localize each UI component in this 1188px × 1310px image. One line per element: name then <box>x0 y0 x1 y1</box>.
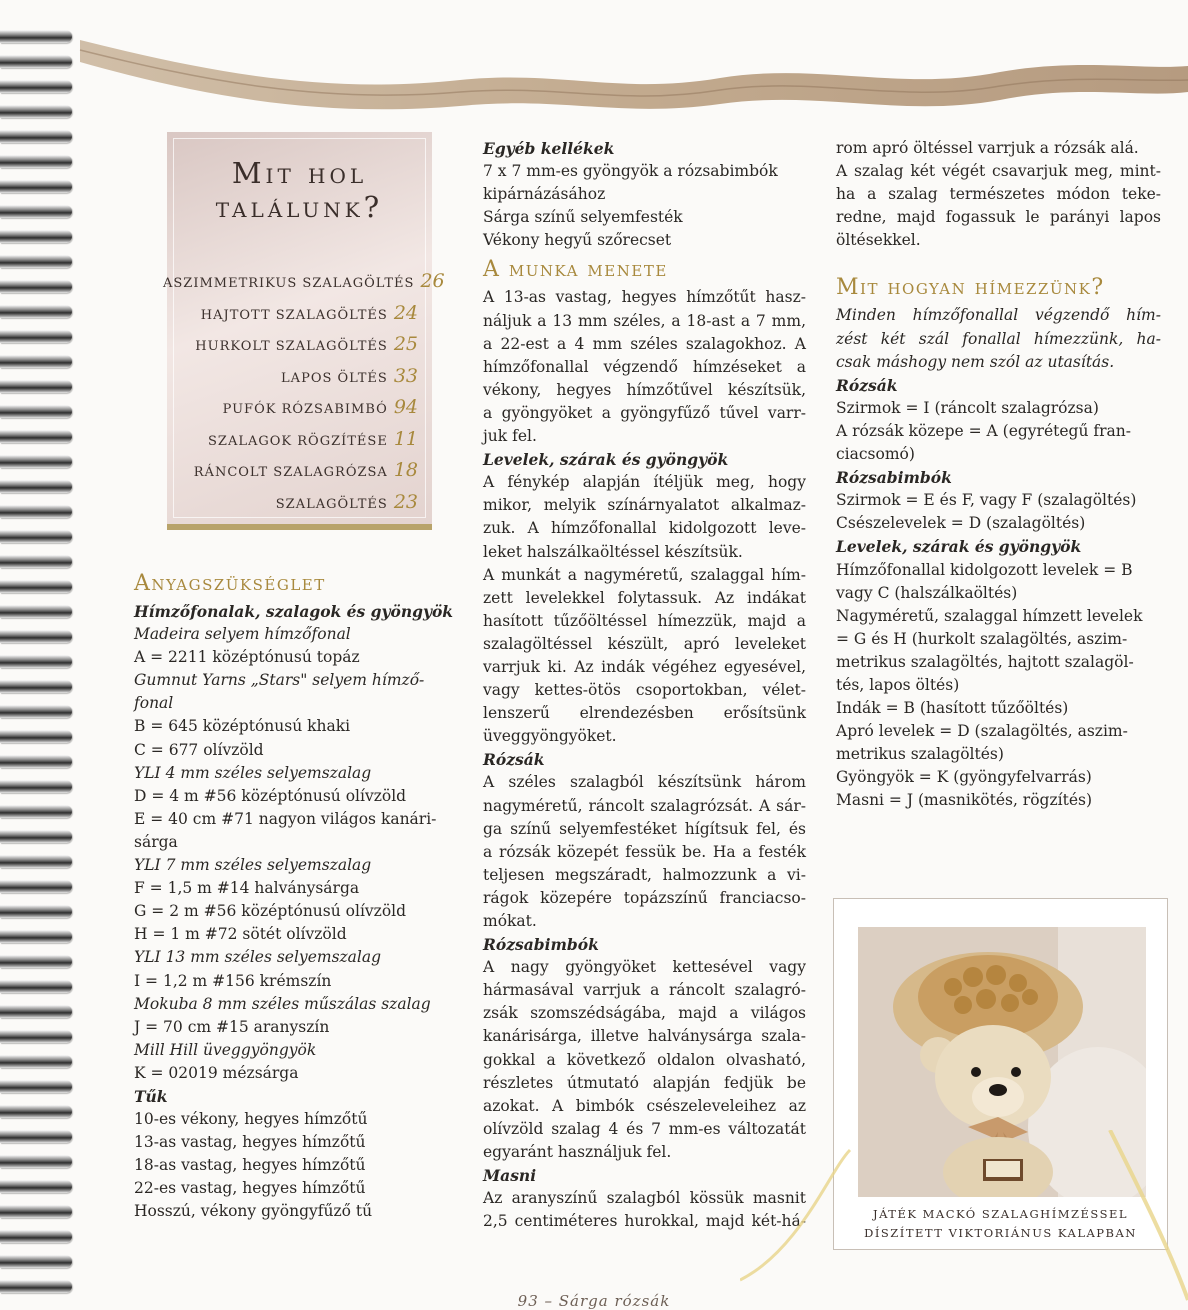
subheading: Masni <box>483 1166 537 1186</box>
text-line: kanárisárga, illetve halványsárga szala- <box>483 1027 806 1046</box>
text-line: Minden hímzőfonallal végzendő hím- <box>836 306 1161 325</box>
spiral-loop <box>0 130 72 143</box>
spiral-loop <box>0 180 72 193</box>
spiral-loop <box>0 905 72 918</box>
text-line: ha a szalag természetes módon teke- <box>836 185 1161 204</box>
text-line: C = 677 olívzöld <box>134 740 264 759</box>
text-line: 22-es vastag, hegyes hímzőtű <box>134 1179 366 1198</box>
page-footer: 93 – Sárga rózsák <box>517 1292 671 1310</box>
spiral-loop <box>0 755 72 768</box>
text-line: rom apró öltéssel varrjuk a rózsák alá. <box>836 139 1139 157</box>
contents-item: SZALAGOK RÖGZÍTÉSE 11 <box>208 427 418 450</box>
text-line: 2,5 centiméteres hurokkal, majd két-há- <box>483 1212 806 1231</box>
text-line: sárga <box>134 832 178 851</box>
spiral-loop <box>0 255 72 268</box>
spiral-loop <box>0 480 72 493</box>
text-line: vagy C (halszálkaöltés) <box>836 583 1018 602</box>
text-line: metrikus szalagöltés) <box>836 745 1004 764</box>
text-line: A = 2211 középtónusú topáz <box>134 648 360 667</box>
text-line: 10-es vékony, hegyes hímzőtű <box>134 1110 368 1129</box>
caption-line1: JÁTÉK MACKÓ SZALAGHÍMZÉSSEL <box>873 1207 1128 1221</box>
process-heading: A munka menete <box>483 257 668 283</box>
contents-list <box>163 266 445 518</box>
text-line: Csészelevelek = D (szalagöltés) <box>836 514 1086 533</box>
spiral-loop <box>0 955 72 968</box>
text-line: nagyméretű, ráncolt szalagrózsát. A sár- <box>483 796 806 815</box>
spiral-loop <box>0 655 72 668</box>
spiral-loop <box>0 1005 72 1018</box>
spiral-loop <box>0 155 72 168</box>
spiral-loop <box>0 230 72 243</box>
text-line: zett levelekkel folytassuk. Az indákat <box>483 588 806 607</box>
text-line: a rózsák közepét fessük be. Ha a festék <box>483 842 806 861</box>
spiral-loop <box>0 805 72 818</box>
text-line: 13-as vastag, hegyes hímzőtű <box>134 1133 366 1152</box>
text-line: hasított tűzőöltéssel hímezzük, majd a <box>483 611 806 630</box>
text-line: E = 40 cm #71 nagyon világos kanári- <box>134 809 437 828</box>
subheading: Rózsák <box>483 750 545 770</box>
text-line: fonal <box>134 694 174 713</box>
text-line: Az aranyszínű szalagból kössük masnit <box>483 1189 806 1208</box>
decorative-ribbon <box>0 0 1188 120</box>
materials-heading: Anyagszükséglet <box>134 571 326 596</box>
text-line: D = 4 m #56 középtónusú olívzöld <box>134 786 407 805</box>
text-line: A fénykép alapján ítéljük meg, hogy <box>483 473 806 492</box>
spiral-loop <box>0 1105 72 1118</box>
text-line: redne, majd fogassuk le parányi lapos <box>836 208 1161 227</box>
text-line: ga színű selyemfestéket hígítsuk fel, és <box>483 819 806 838</box>
spiral-loop <box>0 280 72 293</box>
text-line: YLI 7 mm széles selyemszalag <box>134 856 372 875</box>
contents-item: RÁNCOLT SZALAGRÓZSA 18 <box>193 459 418 481</box>
contents-item: LAPOS ÖLTÉS 33 <box>281 364 418 387</box>
text-line: leket halszálkaöltéssel készítsük. <box>483 542 743 561</box>
text-line: H = 1 m #72 sötét olívzöld <box>134 925 347 944</box>
text-line: Gyöngyök = K (gyöngyfelvarrás) <box>836 768 1092 787</box>
contents-item: HAJTOTT SZALAGÖLTÉS 24 <box>200 301 418 324</box>
text-line: kipárnázásához <box>483 185 606 204</box>
spiral-loop <box>0 980 72 993</box>
text-line: A rózsák közepe = A (egyrétegű fran- <box>836 421 1131 440</box>
text-line: 7 x 7 mm-es gyöngyök a rózsabimbók <box>483 162 778 181</box>
spiral-loop <box>0 780 72 793</box>
spiral-loop <box>0 680 72 693</box>
text-line: B = 645 középtónusú khaki <box>134 717 351 736</box>
spiral-loop <box>0 730 72 743</box>
text-line: náljuk a 13 mm széles, a 18-ast a 7 mm, <box>483 311 806 330</box>
text-line: Mill Hill üveggyöngyök <box>134 1040 317 1059</box>
text-line: Apró levelek = D (szalagöltés, aszim- <box>836 722 1128 741</box>
spiral-loop <box>0 1205 72 1218</box>
how-to-heading: Mit hogyan hímezzünk? <box>836 275 1105 301</box>
text-line: rágok közepére topázszínű franciacso- <box>483 888 806 907</box>
text-line: Szirmok = I (ráncolt szalagrózsa) <box>836 398 1099 417</box>
text-line: Vékony hegyű szőrecset <box>483 231 672 250</box>
spiral-loop <box>0 1080 72 1093</box>
text-line: vékony, hegyes hímzőtűvel készítsük, <box>483 380 806 399</box>
text-line: Nagyméretű, szalaggal hímzett levelek <box>836 606 1143 625</box>
text-line: mikor, melyik színárnyalatot alkalmaz- <box>483 496 806 515</box>
spiral-loop <box>0 505 72 518</box>
text-line: Hímzőfonallal kidolgozott levelek = B <box>836 560 1133 579</box>
text-line: Indák = B (hasított tűzőöltés) <box>836 699 1069 718</box>
text-line: Masni = J (masnikötés, rögzítés) <box>836 791 1092 810</box>
spiral-loop <box>0 430 72 443</box>
contents-title-line2: találunk? <box>215 190 384 224</box>
text-line: Szirmok = E és F, vagy F (szalagöltés) <box>836 491 1137 510</box>
text-line: egyaránt használjuk fel. <box>483 1142 672 1161</box>
contents-title <box>167 156 432 224</box>
text-line: a 22-est a 4 mm széles szalagokhoz. A <box>483 334 806 353</box>
gold-ribbon <box>740 1130 1188 1310</box>
text-line: részletes útmutató alapján fedjük be <box>483 1073 806 1092</box>
text-line: zuk. A hímzőfonallal kidolgozott leve- <box>483 519 806 538</box>
text-line: Gumnut Yarns „Stars" selyem hímző- <box>134 671 425 690</box>
text-line: G = 2 m #56 középtónusú olívzöld <box>134 902 407 921</box>
text-line: J = 70 cm #15 aranyszín <box>134 1017 330 1036</box>
contents-item: ASZIMMETRIKUS SZALAGÖLTÉS 26 <box>163 270 445 292</box>
text-line: a gyöngyöket a gyöngyfűző tűvel varr- <box>483 403 806 422</box>
spiral-loop <box>0 1255 72 1268</box>
contents-item: HURKOLT SZALAGÖLTÉS 25 <box>195 333 418 355</box>
spiral-loop <box>0 530 72 543</box>
text-line: tés, lapos öltés) <box>836 675 960 694</box>
text-line: A munkát a nagyméretű, szalaggal hím- <box>483 565 806 584</box>
text-line: üveggyöngyöket. <box>483 727 617 746</box>
text-line: YLI 13 mm széles selyemszalag <box>134 948 382 967</box>
spiral-loop <box>0 330 72 343</box>
text-line: 18-as vastag, hegyes hímzőtű <box>134 1156 366 1175</box>
how-to-column <box>836 137 1161 813</box>
materials-column <box>134 568 454 1224</box>
spiral-loop <box>0 1155 72 1168</box>
spiral-loop <box>0 880 72 893</box>
spiral-loop <box>0 580 72 593</box>
caption-line2: DÍSZÍTETT VIKTORIÁNUS KALAPBAN <box>864 1226 1137 1240</box>
spiral-loop <box>0 630 72 643</box>
text-line: varrjuk ki. Az indák végéhez egyesével, <box>483 657 806 676</box>
spiral-loop <box>0 1180 72 1193</box>
text-line: azokat. A bimbók csészeleveleihez az <box>483 1096 806 1115</box>
spiral-loop <box>0 355 72 368</box>
spiral-loop <box>0 1230 72 1243</box>
text-line: hímzőfonallal végzendő hímzéseket a <box>483 357 806 376</box>
text-line: zést két szál fonallal hímezzünk, ha- <box>836 329 1161 348</box>
text-line: Mokuba 8 mm széles műszálas szalag <box>134 994 431 1013</box>
text-line: = G és H (hurkolt szalagöltés, aszim- <box>836 629 1128 648</box>
spiral-loop <box>0 1030 72 1043</box>
text-line: A szalag két végét csavarjuk meg, mint- <box>836 162 1161 181</box>
subheading: Rózsabimbók <box>483 935 599 955</box>
text-line: öltésekkel. <box>836 231 921 250</box>
text-line: hármasával varrjuk a ráncolt szalagró- <box>483 981 806 1000</box>
subheading: Levelek, szárak és gyöngyök <box>483 450 729 470</box>
spiral-loop <box>0 405 72 418</box>
spiral-loop <box>0 205 72 218</box>
spiral-loop <box>0 830 72 843</box>
spiral-loop <box>0 380 72 393</box>
instructions-column <box>483 137 806 1233</box>
spiral-loop <box>0 305 72 318</box>
text-line: mókat. <box>483 912 537 930</box>
text-line: gokkal a következő oldalon olvasható, <box>483 1050 806 1069</box>
contents-title-line1: Mit hol <box>231 156 368 190</box>
subheading: Rózsák <box>836 375 898 395</box>
text-line: lenszerű elrendezésben erősítsünk <box>483 704 806 723</box>
text-line: A széles szalagból készítsünk három <box>483 773 806 792</box>
text-line: K = 02019 mézsárga <box>134 1063 299 1082</box>
subheading: Hímzőfonalak, szalagok és gyöngyök <box>134 602 454 621</box>
text-line: teljesen megszáradt, halmozzunk a vi- <box>483 865 806 884</box>
text-line: A 13-as vastag, hegyes hímzőtűt hasz- <box>483 288 806 307</box>
subheading: Rózsabimbók <box>836 468 952 488</box>
spiral-loop <box>0 705 72 718</box>
text-line: szalagöltéssel készült, apró leveleket <box>483 634 806 653</box>
spiral-binding <box>0 0 78 1310</box>
text-line: YLI 4 mm széles selyemszalag <box>134 763 372 782</box>
text-line: csak máshogy nem szól az utasítás. <box>836 352 1115 371</box>
text-line: Madeira selyem hímzőfonal <box>134 625 351 644</box>
text-line: zsák szomszédságába, majd a világos <box>483 1004 806 1023</box>
text-line: juk fel. <box>483 427 537 446</box>
spiral-loop <box>0 455 72 468</box>
subheading: Levelek, szárak és gyöngyök <box>836 537 1082 557</box>
spiral-loop <box>0 930 72 943</box>
spiral-loop <box>0 1130 72 1143</box>
subheading: Egyéb kellékek <box>483 139 615 158</box>
contents-item: PUFÓK RÓZSABIMBÓ 94 <box>222 396 418 418</box>
text-line: Sárga színű selyemfesték <box>483 208 683 227</box>
text-line: Hosszú, vékony gyöngyfűző tű <box>134 1202 373 1221</box>
text-line: F = 1,5 m #14 halványsárga <box>134 879 360 898</box>
text-line: olívzöld szalag 4 és 7 mm-es változatát <box>483 1119 806 1138</box>
contents-item: SZALAGÖLTÉS 23 <box>275 490 418 513</box>
text-line: vagy kettes-ötös csoportokban, vélet- <box>483 681 806 700</box>
text-line: ciacsomó) <box>836 445 915 464</box>
contents-box <box>163 132 445 530</box>
subheading: Tűk <box>134 1086 168 1106</box>
text-line: A nagy gyöngyöket kettesével vagy <box>483 958 806 977</box>
spiral-loop <box>0 555 72 568</box>
spiral-loop <box>0 855 72 868</box>
spiral-loop <box>0 1055 72 1068</box>
spiral-loop <box>0 605 72 618</box>
text-line: I = 1,2 m #156 krémszín <box>134 971 332 990</box>
text-line: metrikus szalagöltés, hajtott szalagöl- <box>836 652 1134 671</box>
